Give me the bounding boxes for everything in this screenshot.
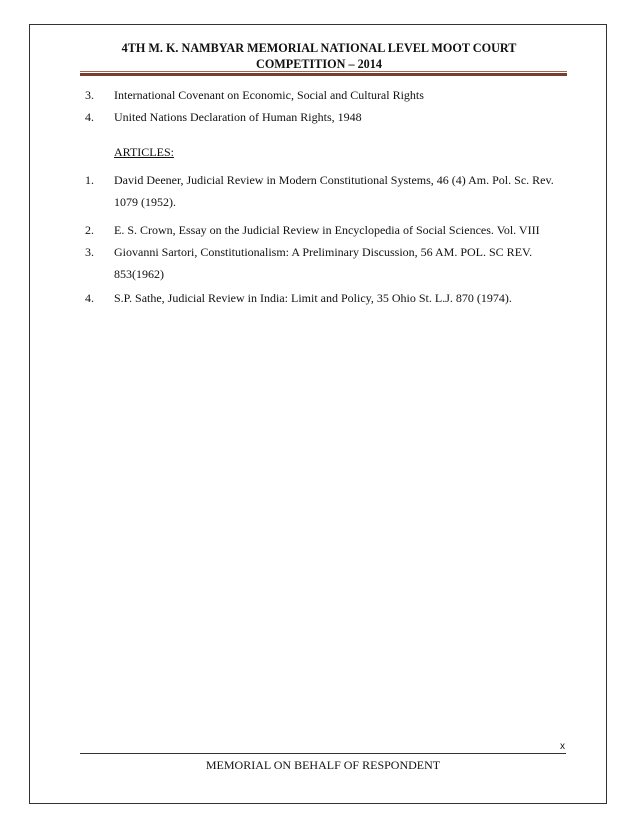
list-item-number: 4. [85,110,94,124]
list-item-text: David Deener, Judicial Review in Modern Constitutional Systems, 46 (4) Am. Pol. Sc. Rev. 1079 (1952). [114,173,554,209]
page-header [60,40,578,72]
header-title-line1: 4TH M. K. NAMBYAR MEMORIAL NATIONAL LEVEL MOOT COURT [121,41,517,55]
list-item-text: International Covenant on Economic, Social and Cultural Rights [114,88,424,102]
list-item-text: United Nations Declaration of Human Rights, 1948 [114,110,362,124]
list-item-number: 2. [85,223,94,237]
header-divider-thick [80,73,567,76]
list-item [85,169,575,213]
list-item [85,84,575,106]
list-item-number: 4. [85,291,94,305]
footer-text: MEMORIAL ON BEHALF OF RESPONDENT [205,758,441,772]
list-item [85,219,575,241]
list-item-number: 3. [85,88,94,102]
list-item-number: 1. [85,173,94,187]
page-number: x [560,741,565,752]
list-item [85,241,575,285]
list-item-number: 3. [85,245,94,259]
list-item-text: S.P. Sathe, Judicial Review in India: Limit and Policy, 35 Ohio St. L.J. 870 (1974). [114,291,512,305]
list-item-text: E. S. Crown, Essay on the Judicial Review in Encyclopedia of Social Sciences. Vol. VIII [114,223,540,237]
header-title-line2: COMPETITION – 2014 [256,57,382,71]
articles-heading: ARTICLES: [114,145,174,159]
list-item [85,287,575,309]
header-divider-thin [80,71,567,72]
list-item-text: Giovanni Sartori, Constitutionalism: A Preliminary Discussion, 56 AM. POL. SC REV. 853(1962) [114,245,533,281]
list-item [85,106,575,128]
footer-divider [80,753,566,754]
